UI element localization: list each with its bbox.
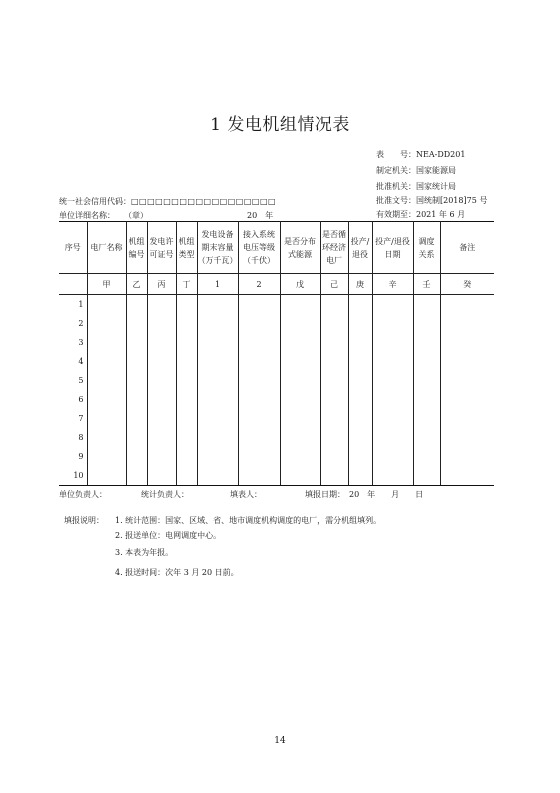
- credit-code-boxes: □□□□□□□□□□□□□□□□□□: [131, 197, 277, 206]
- row-number: 3: [59, 333, 87, 352]
- table-row: [59, 390, 494, 409]
- meta-form-number: 表 号：NEA-DD201: [376, 150, 466, 159]
- column-header-line: 电厂名称: [90, 243, 123, 252]
- table-cell[interactable]: [280, 466, 320, 486]
- table-cell[interactable]: [440, 409, 494, 428]
- table-cell[interactable]: [372, 390, 413, 409]
- column-header: [440, 222, 494, 274]
- table-cell[interactable]: [440, 428, 494, 447]
- table-cell[interactable]: [126, 390, 147, 409]
- table-cell[interactable]: [238, 428, 280, 447]
- table-cell[interactable]: [320, 428, 348, 447]
- table-cell[interactable]: [280, 409, 320, 428]
- table-cell[interactable]: [372, 371, 413, 390]
- table-cell[interactable]: [87, 447, 126, 466]
- table-cell[interactable]: [372, 352, 413, 371]
- table-cell[interactable]: [413, 409, 440, 428]
- table-cell[interactable]: [197, 428, 238, 447]
- table-body: [59, 295, 494, 486]
- footer-stat-head: 统计负责人：: [141, 490, 189, 499]
- table-cell[interactable]: [440, 390, 494, 409]
- table-cell[interactable]: [126, 428, 147, 447]
- column-header: [59, 222, 87, 274]
- page-title: 1 发电机组情况表: [210, 115, 350, 135]
- column-code: 辛: [372, 274, 413, 295]
- column-header: [372, 222, 413, 274]
- column-header: [348, 222, 372, 274]
- table-cell[interactable]: [176, 295, 197, 315]
- table-cell[interactable]: [440, 333, 494, 352]
- table-cell[interactable]: [176, 371, 197, 390]
- column-header: [320, 222, 348, 274]
- table-cell[interactable]: [147, 333, 176, 352]
- table-cell[interactable]: [413, 390, 440, 409]
- table-cell[interactable]: [197, 314, 238, 333]
- table-cell[interactable]: [126, 295, 147, 315]
- table-cell[interactable]: [413, 371, 440, 390]
- column-header-line: 是否循: [322, 230, 346, 239]
- column-code: 壬: [413, 274, 440, 295]
- note-item: 4. 报送时间：次年 3 月 20 日前。: [115, 568, 239, 577]
- table-cell[interactable]: [413, 447, 440, 466]
- table-cell[interactable]: [320, 409, 348, 428]
- table-cell[interactable]: [320, 466, 348, 486]
- column-header-line: 投产/: [350, 236, 370, 246]
- table-cell[interactable]: [126, 409, 147, 428]
- table-cell[interactable]: [372, 447, 413, 466]
- table-cell[interactable]: [280, 333, 320, 352]
- table-cell[interactable]: [413, 466, 440, 486]
- column-code: 戊: [280, 274, 320, 295]
- column-header-line: 调度: [418, 236, 435, 246]
- row-number: 4: [59, 352, 87, 371]
- column-header-line: 可证号: [149, 249, 174, 259]
- table-cell[interactable]: [87, 333, 126, 352]
- table-cell[interactable]: [87, 390, 126, 409]
- footer-unit-head: 单位负责人：: [59, 490, 107, 499]
- table-cell[interactable]: [147, 314, 176, 333]
- table-cell[interactable]: [320, 333, 348, 352]
- column-code: 庚: [348, 274, 372, 295]
- table-cell[interactable]: [440, 314, 494, 333]
- column-header-line: 日期: [384, 249, 401, 259]
- table-cell[interactable]: [238, 314, 280, 333]
- table-cell[interactable]: [348, 447, 372, 466]
- table-cell[interactable]: [176, 409, 197, 428]
- table-cell[interactable]: [197, 409, 238, 428]
- table-cell[interactable]: [440, 466, 494, 486]
- table-cell[interactable]: [348, 371, 372, 390]
- table-cell[interactable]: [280, 295, 320, 315]
- table-row: [59, 428, 494, 447]
- table-cell[interactable]: [280, 371, 320, 390]
- page-number: 14: [274, 736, 286, 746]
- column-code: 癸: [440, 274, 494, 295]
- column-header-line: 电压等级: [243, 243, 275, 252]
- table-cell[interactable]: [238, 333, 280, 352]
- column-header-line: （千伏）: [243, 256, 275, 265]
- column-header-line: 序号: [64, 243, 81, 252]
- column-header-line: 退役: [352, 249, 368, 259]
- table-cell[interactable]: [197, 447, 238, 466]
- column-code: 乙: [126, 274, 147, 295]
- table-cell[interactable]: [87, 466, 126, 486]
- table-cell[interactable]: [348, 428, 372, 447]
- column-header-line: （万千瓦）: [197, 256, 238, 265]
- table-cell[interactable]: [197, 466, 238, 486]
- table-cell[interactable]: [440, 295, 494, 315]
- table-cell[interactable]: [320, 295, 348, 315]
- table-cell[interactable]: [87, 409, 126, 428]
- table-cell[interactable]: [197, 352, 238, 371]
- row-number: 5: [59, 371, 87, 390]
- column-header-line: 式能源: [288, 249, 312, 259]
- table-cell[interactable]: [176, 390, 197, 409]
- column-code: 丁: [176, 274, 197, 295]
- column-header-line: 编号: [128, 249, 145, 259]
- table-cell[interactable]: [372, 333, 413, 352]
- table-cell[interactable]: [440, 371, 494, 390]
- footer-filler: 填表人：: [230, 490, 262, 499]
- footer-report-date: 填报日期： 20 年 月 日: [305, 490, 424, 499]
- table-cell[interactable]: [126, 447, 147, 466]
- table-cell[interactable]: [176, 333, 197, 352]
- table-cell[interactable]: [372, 314, 413, 333]
- table-cell[interactable]: [320, 447, 348, 466]
- note-item: 1. 统计范围：国家、区域、省、地市调度机构调度的电厂，需分机组填列。: [115, 516, 382, 525]
- table-cell[interactable]: [348, 409, 372, 428]
- table-row: [59, 409, 494, 428]
- table-cell[interactable]: [147, 371, 176, 390]
- table-cell[interactable]: [238, 295, 280, 315]
- table-cell[interactable]: [372, 466, 413, 486]
- table-cell[interactable]: [238, 352, 280, 371]
- table-cell[interactable]: [176, 428, 197, 447]
- unit-name-label: 单位详细名称：: [59, 211, 115, 220]
- column-header: [413, 222, 440, 274]
- table-cell[interactable]: [238, 466, 280, 486]
- table-cell[interactable]: [176, 352, 197, 371]
- table-row: [59, 466, 494, 486]
- column-code: 己: [320, 274, 348, 295]
- table-cell[interactable]: [413, 314, 440, 333]
- table-cell[interactable]: [413, 428, 440, 447]
- table-cell[interactable]: [372, 428, 413, 447]
- table-cell[interactable]: [413, 352, 440, 371]
- table-row: [59, 447, 494, 466]
- table-cell[interactable]: [348, 466, 372, 486]
- table-cell[interactable]: [176, 466, 197, 486]
- table-cell[interactable]: [176, 314, 197, 333]
- column-header-line: 发电许: [149, 236, 174, 246]
- row-number: 9: [59, 447, 87, 466]
- row-number: 8: [59, 428, 87, 447]
- column-header: [147, 222, 176, 274]
- table-cell[interactable]: [197, 295, 238, 315]
- table-cell[interactable]: [126, 371, 147, 390]
- table-cell[interactable]: [147, 428, 176, 447]
- row-number: 2: [59, 314, 87, 333]
- table-row: [59, 333, 494, 352]
- table-cell[interactable]: [348, 333, 372, 352]
- credit-code-label: 统一社会信用代码：: [59, 197, 131, 206]
- table-cell[interactable]: [87, 314, 126, 333]
- column-header: [126, 222, 147, 274]
- row-number: 6: [59, 390, 87, 409]
- table-cell[interactable]: [320, 390, 348, 409]
- table-cell[interactable]: [280, 447, 320, 466]
- table-cell[interactable]: [320, 352, 348, 371]
- meta-issuing-authority: 制定机关：国家能源局: [376, 166, 456, 175]
- column-header-line: 机组: [128, 236, 145, 246]
- column-header: [197, 222, 238, 274]
- column-code: 甲: [87, 274, 126, 295]
- table-cell[interactable]: [87, 352, 126, 371]
- table-code-row: [59, 274, 494, 295]
- table-cell[interactable]: [147, 409, 176, 428]
- table-cell[interactable]: [126, 352, 147, 371]
- table-cell[interactable]: [413, 295, 440, 315]
- table-cell[interactable]: [147, 352, 176, 371]
- table-cell[interactable]: [280, 428, 320, 447]
- table-header-row: [59, 222, 494, 274]
- meta-approving-authority: 批准机关：国家统计局: [376, 182, 456, 191]
- table-cell[interactable]: [280, 352, 320, 371]
- table-cell[interactable]: [238, 390, 280, 409]
- notes-label: 填报说明：: [64, 516, 104, 525]
- table-cell[interactable]: [348, 352, 372, 371]
- column-header: [176, 222, 197, 274]
- column-header-line: 机组: [178, 236, 195, 246]
- table-cell[interactable]: [372, 409, 413, 428]
- table-cell[interactable]: [147, 295, 176, 315]
- credit-code-line: [59, 196, 276, 207]
- table-cell[interactable]: [126, 314, 147, 333]
- table-cell[interactable]: [238, 371, 280, 390]
- column-header-line: 备注: [459, 243, 476, 252]
- column-header-line: 类型: [178, 249, 195, 259]
- table-cell[interactable]: [348, 295, 372, 315]
- table-cell[interactable]: [176, 447, 197, 466]
- meta-approval-number: 批准文号：国统制[2018]75 号: [376, 196, 488, 205]
- column-header-line: 是否分布: [284, 236, 316, 246]
- table-cell[interactable]: [348, 314, 372, 333]
- table-row: [59, 371, 494, 390]
- column-header-line: 关系: [418, 249, 435, 259]
- table-row: [59, 295, 494, 315]
- column-code: [59, 274, 87, 295]
- column-header-line: 投产/退役: [375, 236, 410, 246]
- table-cell[interactable]: [280, 390, 320, 409]
- table-cell[interactable]: [320, 314, 348, 333]
- table-cell[interactable]: [147, 447, 176, 466]
- table-cell[interactable]: [440, 352, 494, 371]
- generator-unit-table: [59, 221, 494, 486]
- table-cell[interactable]: [197, 371, 238, 390]
- column-header: [87, 222, 126, 274]
- table-cell[interactable]: [238, 409, 280, 428]
- table-row: [59, 314, 494, 333]
- table-cell[interactable]: [280, 314, 320, 333]
- column-header-line: 期末容量: [201, 243, 234, 252]
- table-cell[interactable]: [372, 295, 413, 315]
- column-header-line: 发电设备: [201, 230, 234, 239]
- table-row: [59, 352, 494, 371]
- row-number: 7: [59, 409, 87, 428]
- note-item: 3. 本表为年报。: [115, 548, 174, 557]
- column-code: 丙: [147, 274, 176, 295]
- table-cell[interactable]: [147, 390, 176, 409]
- meta-valid-until: 有效期至：2021 年 6 月: [376, 210, 466, 219]
- table-cell[interactable]: [440, 447, 494, 466]
- row-number: 10: [59, 466, 87, 486]
- note-item: 2. 报送单位：电网调度中心。: [115, 531, 222, 540]
- column-header-line: 电厂: [326, 256, 342, 265]
- table-cell[interactable]: [348, 390, 372, 409]
- column-header-line: 环经济: [322, 243, 346, 252]
- row-number: 1: [59, 295, 87, 315]
- report-year: 20 年: [247, 211, 274, 220]
- column-header: [238, 222, 280, 274]
- table-cell[interactable]: [413, 333, 440, 352]
- table-cell[interactable]: [87, 371, 126, 390]
- table-cell[interactable]: [126, 466, 147, 486]
- column-code: 2: [238, 274, 280, 295]
- table-cell[interactable]: [87, 295, 126, 315]
- table-cell[interactable]: [197, 390, 238, 409]
- column-code: 1: [197, 274, 238, 295]
- table-cell[interactable]: [147, 466, 176, 486]
- column-header-line: 接入系统: [243, 230, 275, 239]
- column-header: [280, 222, 320, 274]
- unit-stamp: （章）: [124, 211, 148, 220]
- table-cell[interactable]: [320, 371, 348, 390]
- table-cell[interactable]: [126, 333, 147, 352]
- table-cell[interactable]: [87, 428, 126, 447]
- table-cell[interactable]: [238, 447, 280, 466]
- table-cell[interactable]: [197, 333, 238, 352]
